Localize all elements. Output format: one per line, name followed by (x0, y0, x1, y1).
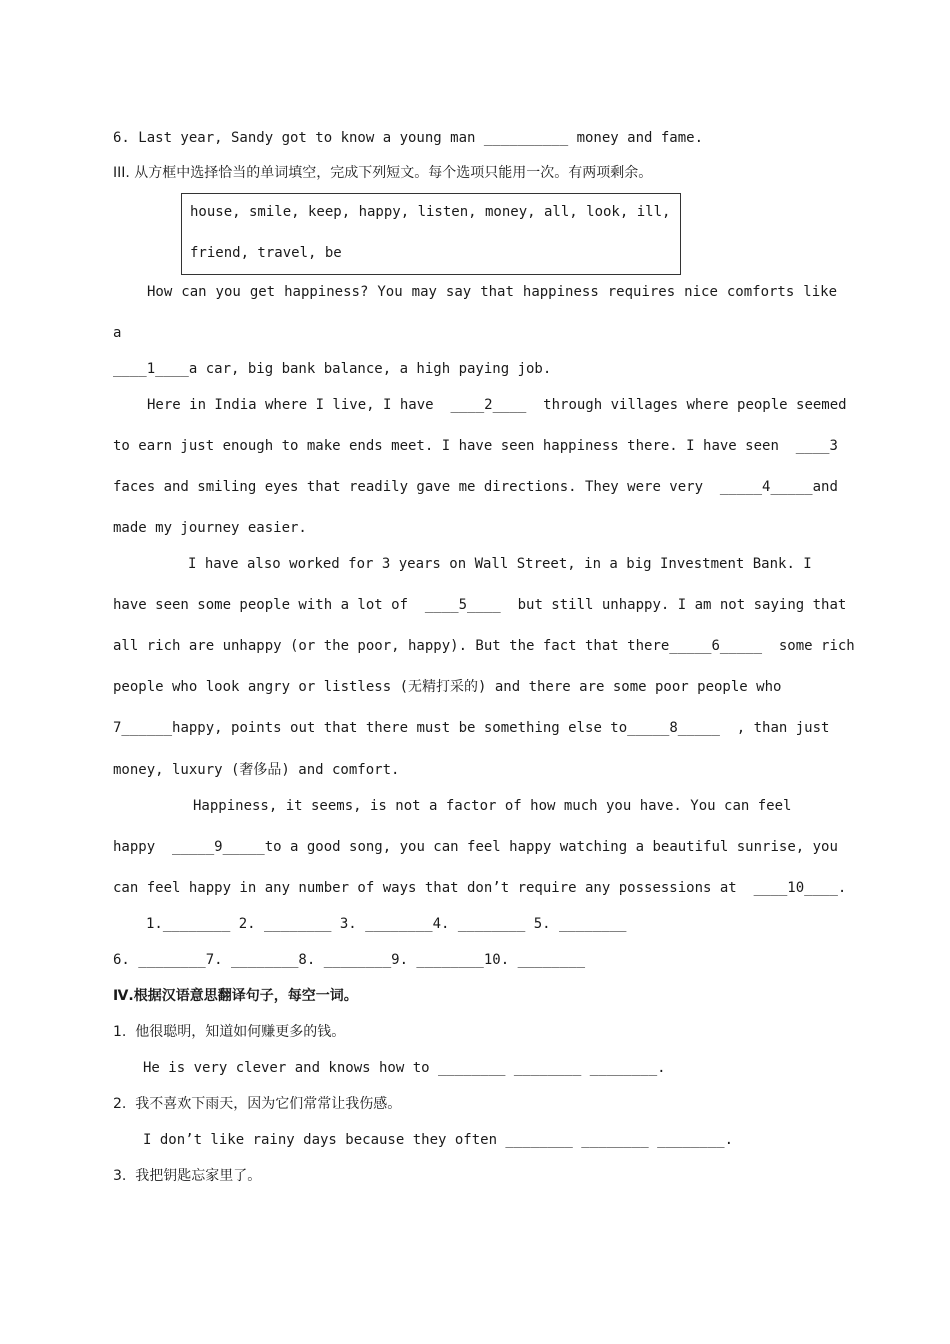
passage-p2-line-1 (147, 395, 847, 415)
passage-p3-line-3-post: some rich (778, 638, 855, 654)
passage-p2-line-3-post: and (812, 479, 838, 495)
passage-p2-line-1-post: through villages where people seemed (543, 397, 847, 413)
passage-p2-line-2-pre: to earn just enough to make ends meet. I have seen happiness there. I have seen (113, 438, 779, 454)
section-4-heading: Ⅳ.根据汉语意思翻译句子，每空一词。 (113, 988, 358, 1004)
passage-p3-line-5 (113, 718, 829, 738)
passage-p1-line-2: a (113, 325, 122, 341)
blank-5: ____5____ (424, 597, 501, 613)
word-box-line-1: house, smile, keep, happy, listen, money, all, look, ill, (190, 204, 671, 220)
passage-p3-line-2-post: but still unhappy. I am not saying that (517, 597, 847, 613)
passage-p2-line-1-pre: Here in India where I live, I have (147, 397, 434, 413)
passage-p2-line-4: made my journey easier. (113, 520, 307, 536)
translation-q1-chinese: 1. 他很聪明，知道如何赚更多的钱。 (113, 1024, 346, 1040)
blank-1: ____1____ (113, 361, 189, 377)
passage-p1-line-3-text: a car, big bank balance, a high paying job. (188, 361, 552, 377)
answer-line-1: 1.________ 2. ________ 3. ________4. ________ 5. ________ (146, 916, 627, 932)
passage-p1-line-3 (113, 359, 551, 379)
passage-p4-line-3-post: . (837, 880, 847, 896)
blank-8: _____8_____ (627, 720, 720, 736)
passage-p4-line-1: Happiness, it seems, is not a factor of how much you have. You can feel (193, 798, 792, 814)
blank-10: ____10____ (753, 880, 838, 896)
passage-p3-line-4: people who look angry or listless (无精打采的) and there are some poor people who (113, 679, 782, 695)
blank-3: ____3 (795, 438, 838, 454)
word-box-line-2: friend, travel, be (190, 245, 342, 261)
blank-2: ____2____ (450, 397, 527, 413)
passage-p3-line-3-pre: all rich are unhappy (or the poor, happy). But the fact that there (113, 638, 670, 654)
translation-q2-chinese: 2. 我不喜欢下雨天，因为它们常常让我伤感。 (113, 1096, 402, 1112)
passage-p3-line-5-post: , than just (736, 720, 830, 736)
passage-p2-line-2 (113, 436, 838, 456)
passage-p1-line-1: How can you get happiness? You may say that happiness requires nice comforts like (147, 284, 837, 300)
blank-9: _____9_____ (172, 839, 265, 855)
answer-line-2: 6. ________7. ________8. ________9. ________10. ________ (113, 952, 586, 968)
passage-p2-line-3-pre: faces and smiling eyes that readily gave me directions. They were very (113, 479, 704, 495)
passage-p3-line-2 (113, 595, 846, 615)
passage-p4-line-2 (113, 837, 838, 857)
passage-p3-line-2-pre: have seen some people with a lot of (113, 597, 409, 613)
passage-p4-line-3-pre: can feel happy in any number of ways that don’t require any possessions at (113, 880, 737, 896)
passage-p3-line-3 (113, 636, 855, 656)
passage-p3-line-1: I have also worked for 3 years on Wall Street, in a big Investment Bank. I (188, 556, 812, 572)
passage-p3-line-6: money, luxury (奢侈品) and comfort. (113, 762, 400, 778)
translation-q2-english: I don’t like rainy days because they often ________ ________ ________. (143, 1132, 734, 1148)
passage-p4-line-3 (113, 878, 846, 898)
passage-p4-line-2-post: to a good song, you can feel happy watching a beautiful sunrise, you (264, 839, 838, 855)
passage-p2-line-3 (113, 477, 838, 497)
blank-7: 7______ (113, 720, 173, 736)
translation-q1-english: He is very clever and knows how to ________ ________ ________. (143, 1060, 666, 1076)
section-3-heading: III. 从方框中选择恰当的单词填空，完成下列短文。每个选项只能用一次。有两项剩余。 (113, 165, 653, 181)
translation-q3-chinese: 3. 我把钥匙忘家里了。 (113, 1168, 262, 1184)
passage-p3-line-5-mid: happy, points out that there must be something else to (172, 720, 628, 736)
blank-4: _____4_____ (719, 479, 813, 495)
passage-p4-line-2-pre: happy (113, 839, 156, 855)
blank-6: _____6_____ (669, 638, 763, 654)
question-6: 6. Last year, Sandy got to know a young man __________ money and fame. (113, 130, 704, 146)
